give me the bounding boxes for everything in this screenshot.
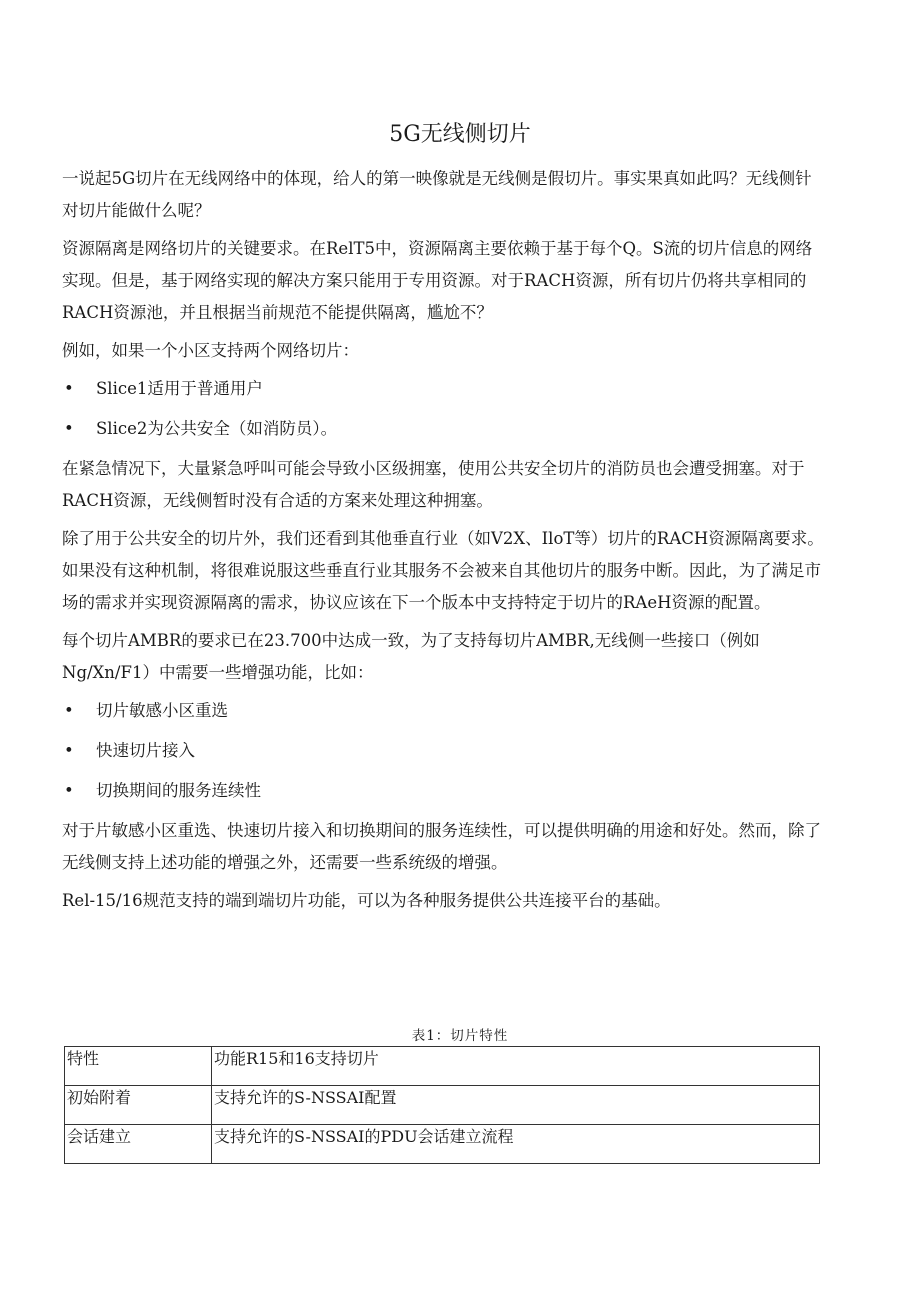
paragraph: 除了用于公共安全的切片外，我们还看到其他垂直行业（如V2X、IloT等）切片的RACH资源隔离要求。如果没有这种机制，将很难说服这些垂直行业其服务不会被来自其他切片的服务中断。因此，为了满足市场的需求并实现资源隔离的需求，协议应该在下一个版本中支持特定于切片的RAeH资源的配置。 [62,529,824,612]
list-item: • Slice2为公共安全（如消防员）。 [62,413,824,445]
list-item: • 切片敏感小区重选 [62,695,824,727]
table-cell: 支持允许的S-NSSAI配置 [212,1086,820,1125]
paragraph: 一说起5G切片在无线网络中的体现，给人的第一映像就是无线侧是假切片。事实果真如此吗？无线侧针对切片能做什么呢？ [62,169,812,220]
table-cell: 会话建立 [65,1125,212,1164]
document-title: 5G无线侧切片 [389,122,531,147]
bullet-list-enhancements [62,695,824,807]
table-cell: 功能R15和16支持切片 [212,1047,820,1086]
list-item: • 切换期间的服务连续性 [62,775,824,807]
table-row [65,1047,820,1086]
paragraph: 对于片敏感小区重选、快速切片接入和切换期间的服务连续性，可以提供明确的用途和好处。然而，除了无线侧支持上述功能的增强之外，还需要一些系统级的增强。 [62,821,821,872]
document-body [62,163,824,923]
table-row [65,1086,820,1125]
feature-table [64,1046,820,1164]
table-cell: 初始附着 [65,1086,212,1125]
paragraph: 在紧急情况下，大量紧急呼叫可能会导致小区级拥塞，使用公共安全切片的消防员也会遭受拥塞。对于RACH资源，无线侧暂时没有合适的方案来处理这种拥塞。 [62,459,805,510]
list-item: • 快速切片接入 [62,735,824,767]
paragraph: 每个切片AMBR的要求已在23.700中达成一致，为了支持每切片AMBR,无线侧一些接口（例如Ng/Xn/F1）中需要一些增强功能，比如： [62,631,760,682]
list-item: • Slice1适用于普通用户 [62,373,824,405]
table-caption: 表1：切片特性 [411,1028,509,1044]
table-cell: 特性 [65,1047,212,1086]
table-cell: 支持允许的S-NSSAI的PDU会话建立流程 [212,1125,820,1164]
paragraph: 资源隔离是网络切片的关键要求。在RelT5中，资源隔离主要依赖于基于每个Q。S流的切片信息的网络实现。但是，基于网络实现的解决方案只能用于专用资源。对于RACH资源，所有切片仍将共享相同的RACH资源池，并且根据当前规范不能提供隔离，尴尬不？ [62,239,813,322]
table-row [65,1125,820,1164]
bullet-list-slices [62,373,824,445]
paragraph: Rel-15/16规范支持的端到端切片功能，可以为各种服务提供公共连接平台的基础。 [62,891,671,910]
paragraph: 例如，如果一个小区支持两个网络切片： [62,341,359,360]
